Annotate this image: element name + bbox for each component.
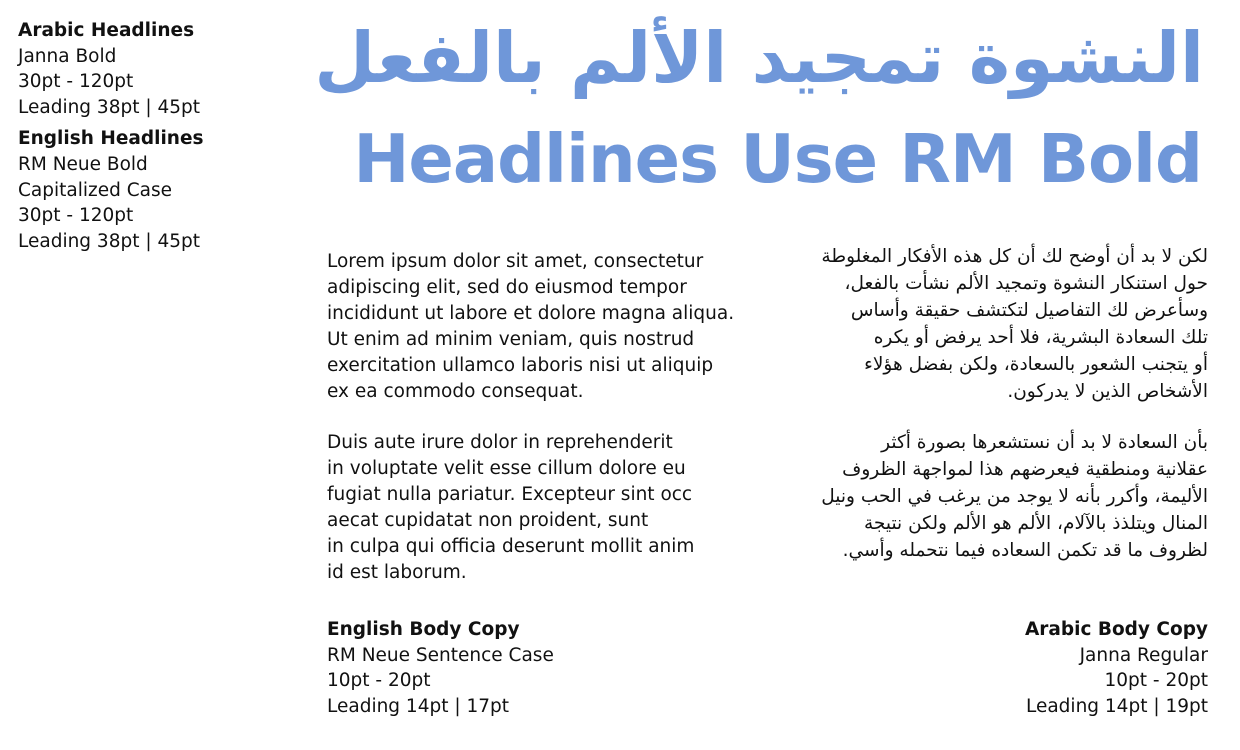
arabic-body-spec-title: Arabic Body Copy [1024,619,1208,640]
english-body-spec [327,617,554,719]
arabic-body-paragraph: بأن السعادة لا بد أن نستشعرها بصورة أكثر عقلانية ومنطقية فيعرضهم هذا لمواجهة الظروف الأليمة، وأكرر بأنه لا يوجد من يرغب في الحب ونيل المنال ويتلذذ بالآلام، الألم هو الألم ولكن نتيجة لظروف ما قد تكمن السعاده فيما نتحمله وأسي. [821,432,1208,561]
arabic-body-spec-font: Janna Regular [1079,644,1208,666]
english-headline-spec-sizes: 30pt - 120pt [18,205,134,227]
english-body-spec-leading: Leading 14pt | 17pt [327,695,510,717]
english-body-copy [327,249,757,612]
arabic-headline-spec-title: Arabic Headlines [18,20,195,41]
arabic-headline: النشوة تمجيد الألم بالفعل [314,17,1204,99]
english-headline-spec-case: Capitalized Case [18,179,172,201]
english-headline-spec-title: English Headlines [18,128,204,150]
arabic-headline-spec-leading: Leading 38pt | 45pt [18,96,201,118]
english-body-paragraph: Lorem ipsum dolor sit amet, consectetur adipiscing elit, sed do eiusmod tempor incididunt ut labore et dolore magna aliqua. Ut enim ad minim veniam, quis nostrud exercitation ullamco laboris nisi ut aliquip ex ea commodo consequat. [327,251,735,402]
headline-specs [18,18,204,260]
english-headline: Headlines Use RM Bold [353,120,1202,198]
english-body-spec-title: English Body Copy [327,619,520,640]
arabic-headline-spec [18,18,204,120]
arabic-body-spec [1025,617,1208,719]
arabic-headline-spec-sizes: 30pt - 120pt [18,71,134,93]
english-headline-spec-leading: Leading 38pt | 45pt [18,230,201,252]
english-body-paragraph: Duis aute irure dolor in reprehenderit in voluptate velit esse cillum dolore eu fugiat nulla pariatur. Excepteur sint occ aecat cupidatat non proident, sunt in culpa qui officia deserunt mollit anim id est laborum. [327,432,695,583]
english-body-spec-sizes: 10pt - 20pt [327,670,431,692]
english-headline-spec [18,126,204,254]
english-body-spec-font: RM Neue Sentence Case [327,644,554,666]
arabic-body-copy [768,243,1208,588]
arabic-body-spec-sizes: 10pt - 20pt [1104,670,1208,692]
arabic-body-spec-leading: Leading 14pt | 19pt [1025,695,1208,717]
arabic-headline-spec-font: Janna Bold [18,45,117,67]
english-headline-spec-font: RM Neue Bold [18,153,148,175]
arabic-body-paragraph: لكن لا بد أن أوضح لك أن كل هذه الأفكار المغلوطة حول استنكار النشوة وتمجيد الألم نشأت بالفعل، وسأعرض لك التفاصيل لتكتشف حقيقة وأساس تلك السعادة البشرية، فلا أحد يرفض أو يكره أو يتجنب الشعور بالسعادة، ولكن بفضل هؤلاء الأشخاص الذين لا يدركون. [821,246,1208,402]
